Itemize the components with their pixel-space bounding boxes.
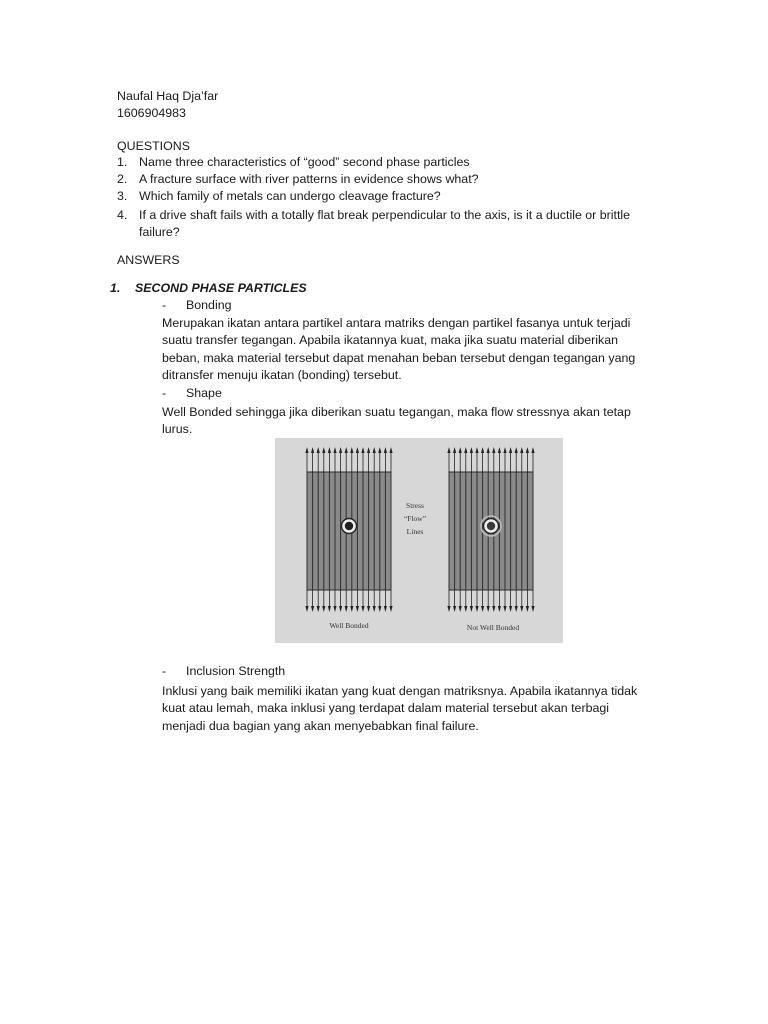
paragraph-line: Well Bonded sehingga jika diberikan suatu tegangan, maka flow stressnya akan tetap xyxy=(162,405,631,419)
arrow-up-icon xyxy=(367,447,370,453)
question-text: If a drive shaft fails with a totally flat break perpendicular to the axis, is it a ductile or brittle xyxy=(139,208,631,222)
question-number: 3. xyxy=(117,189,128,203)
arrow-up-icon xyxy=(515,447,518,453)
answers-heading: ANSWERS xyxy=(117,253,180,267)
arrow-down-icon xyxy=(515,606,518,612)
stress-flow-diagram xyxy=(275,438,563,643)
arrow-up-icon xyxy=(453,447,456,453)
well-bonded-panel xyxy=(305,447,392,612)
arrow-up-icon xyxy=(322,447,325,453)
arrow-down-icon xyxy=(520,606,523,612)
arrow-up-icon xyxy=(311,447,314,453)
caption-well-bonded: Well Bonded xyxy=(329,621,369,630)
arrow-up-icon xyxy=(378,447,381,453)
arrow-down-icon xyxy=(459,606,462,612)
arrow-down-icon xyxy=(447,606,450,612)
arrow-up-icon xyxy=(384,447,387,453)
arrow-down-icon xyxy=(328,606,331,612)
arrow-down-icon xyxy=(487,606,490,612)
arrow-down-icon xyxy=(311,606,314,612)
question-text: failure? xyxy=(139,225,180,239)
bullet-dash: - xyxy=(162,664,167,678)
arrow-up-icon xyxy=(447,447,450,453)
paragraph-line: menjadi dua bagian yang akan menyebabkan final failure. xyxy=(162,719,479,733)
question-number: 4. xyxy=(117,208,128,222)
paragraph-line: kuat atau lemah, maka inklusi yang terdapat dalam material tersebut akan terbagi xyxy=(162,701,610,715)
arrow-up-icon xyxy=(373,447,376,453)
subheading-shape: Shape xyxy=(186,386,222,400)
arrow-up-icon xyxy=(492,447,495,453)
arrow-up-icon xyxy=(356,447,359,453)
arrow-down-icon xyxy=(526,606,529,612)
arrow-up-icon xyxy=(509,447,512,453)
arrow-up-icon xyxy=(481,447,484,453)
arrow-down-icon xyxy=(475,606,478,612)
arrow-down-icon xyxy=(531,606,534,612)
caption-not-well-bonded: Not Well Bonded xyxy=(466,623,520,632)
author-name: Naufal Haq Dja’far xyxy=(117,89,219,103)
arrow-down-icon xyxy=(345,606,348,612)
arrow-up-icon xyxy=(328,447,331,453)
question-number: 1. xyxy=(117,155,128,169)
question-text: A fracture surface with river patterns in evidence shows what? xyxy=(139,172,479,186)
arrow-up-icon xyxy=(475,447,478,453)
arrow-down-icon xyxy=(464,606,467,612)
paragraph-line: beban, maka material tersebut dapat menahan beban tersebut dengan tegangan yang xyxy=(162,351,636,365)
arrow-down-icon xyxy=(305,606,308,612)
particle-core xyxy=(487,522,495,530)
arrow-down-icon xyxy=(481,606,484,612)
arrow-down-icon xyxy=(373,606,376,612)
questions-heading: QUESTIONS xyxy=(117,139,190,153)
paragraph-line: Inklusi yang baik memiliki ikatan yang kuat dengan matriksnya. Apabila ikatannya tidak xyxy=(162,684,638,698)
arrow-down-icon xyxy=(509,606,512,612)
arrow-up-icon xyxy=(459,447,462,453)
paragraph-line: suatu transfer tegangan. Apabila ikatannya kuat, maka jika suatu material diberikan xyxy=(162,333,618,347)
arrow-up-icon xyxy=(333,447,336,453)
arrow-down-icon xyxy=(378,606,381,612)
question-number: 2. xyxy=(117,172,128,186)
arrow-down-icon xyxy=(492,606,495,612)
figure-label-lines: Lines xyxy=(406,527,424,536)
arrow-down-icon xyxy=(389,606,392,612)
section-title: SECOND PHASE PARTICLES xyxy=(135,281,307,295)
arrow-down-icon xyxy=(317,606,320,612)
paragraph-line: lurus. xyxy=(162,422,193,436)
arrow-up-icon xyxy=(389,447,392,453)
arrow-down-icon xyxy=(503,606,506,612)
arrow-up-icon xyxy=(498,447,501,453)
arrow-up-icon xyxy=(487,447,490,453)
arrow-down-icon xyxy=(470,606,473,612)
arrow-up-icon xyxy=(503,447,506,453)
not-well-bonded-panel xyxy=(447,447,534,612)
arrow-down-icon xyxy=(361,606,364,612)
student-id: 1606904983 xyxy=(117,106,186,120)
arrow-down-icon xyxy=(322,606,325,612)
arrow-down-icon xyxy=(453,606,456,612)
arrow-up-icon xyxy=(470,447,473,453)
arrow-down-icon xyxy=(367,606,370,612)
stress-flow-figure xyxy=(275,438,563,643)
bullet-dash: - xyxy=(162,386,167,400)
figure-label-stress: Stress xyxy=(406,501,424,510)
arrow-up-icon xyxy=(305,447,308,453)
paragraph-line: ditransfer menuju ikatan (bonding) tersebut. xyxy=(162,368,402,382)
arrow-down-icon xyxy=(384,606,387,612)
subheading-inclusion-strength: Inclusion Strength xyxy=(186,664,286,678)
arrow-up-icon xyxy=(520,447,523,453)
paragraph-line: Merupakan ikatan antara partikel antara matriks dengan partikel fasanya untuk terjadi xyxy=(162,316,631,330)
arrow-down-icon xyxy=(498,606,501,612)
arrow-up-icon xyxy=(317,447,320,453)
arrow-up-icon xyxy=(339,447,342,453)
arrow-down-icon xyxy=(356,606,359,612)
bullet-dash: - xyxy=(162,298,167,312)
particle-core xyxy=(345,522,353,530)
arrow-up-icon xyxy=(531,447,534,453)
arrow-up-icon xyxy=(345,447,348,453)
arrow-down-icon xyxy=(339,606,342,612)
arrow-up-icon xyxy=(350,447,353,453)
subheading-bonding: Bonding xyxy=(186,298,232,312)
arrow-up-icon xyxy=(464,447,467,453)
arrow-down-icon xyxy=(350,606,353,612)
question-text: Name three characteristics of “good” second phase particles xyxy=(139,155,470,169)
arrow-up-icon xyxy=(526,447,529,453)
arrow-up-icon xyxy=(361,447,364,453)
figure-label-flow: “Flow” xyxy=(403,514,427,523)
arrow-down-icon xyxy=(333,606,336,612)
question-text: Which family of metals can undergo cleavage fracture? xyxy=(139,189,441,203)
section-number: 1. xyxy=(110,281,121,295)
